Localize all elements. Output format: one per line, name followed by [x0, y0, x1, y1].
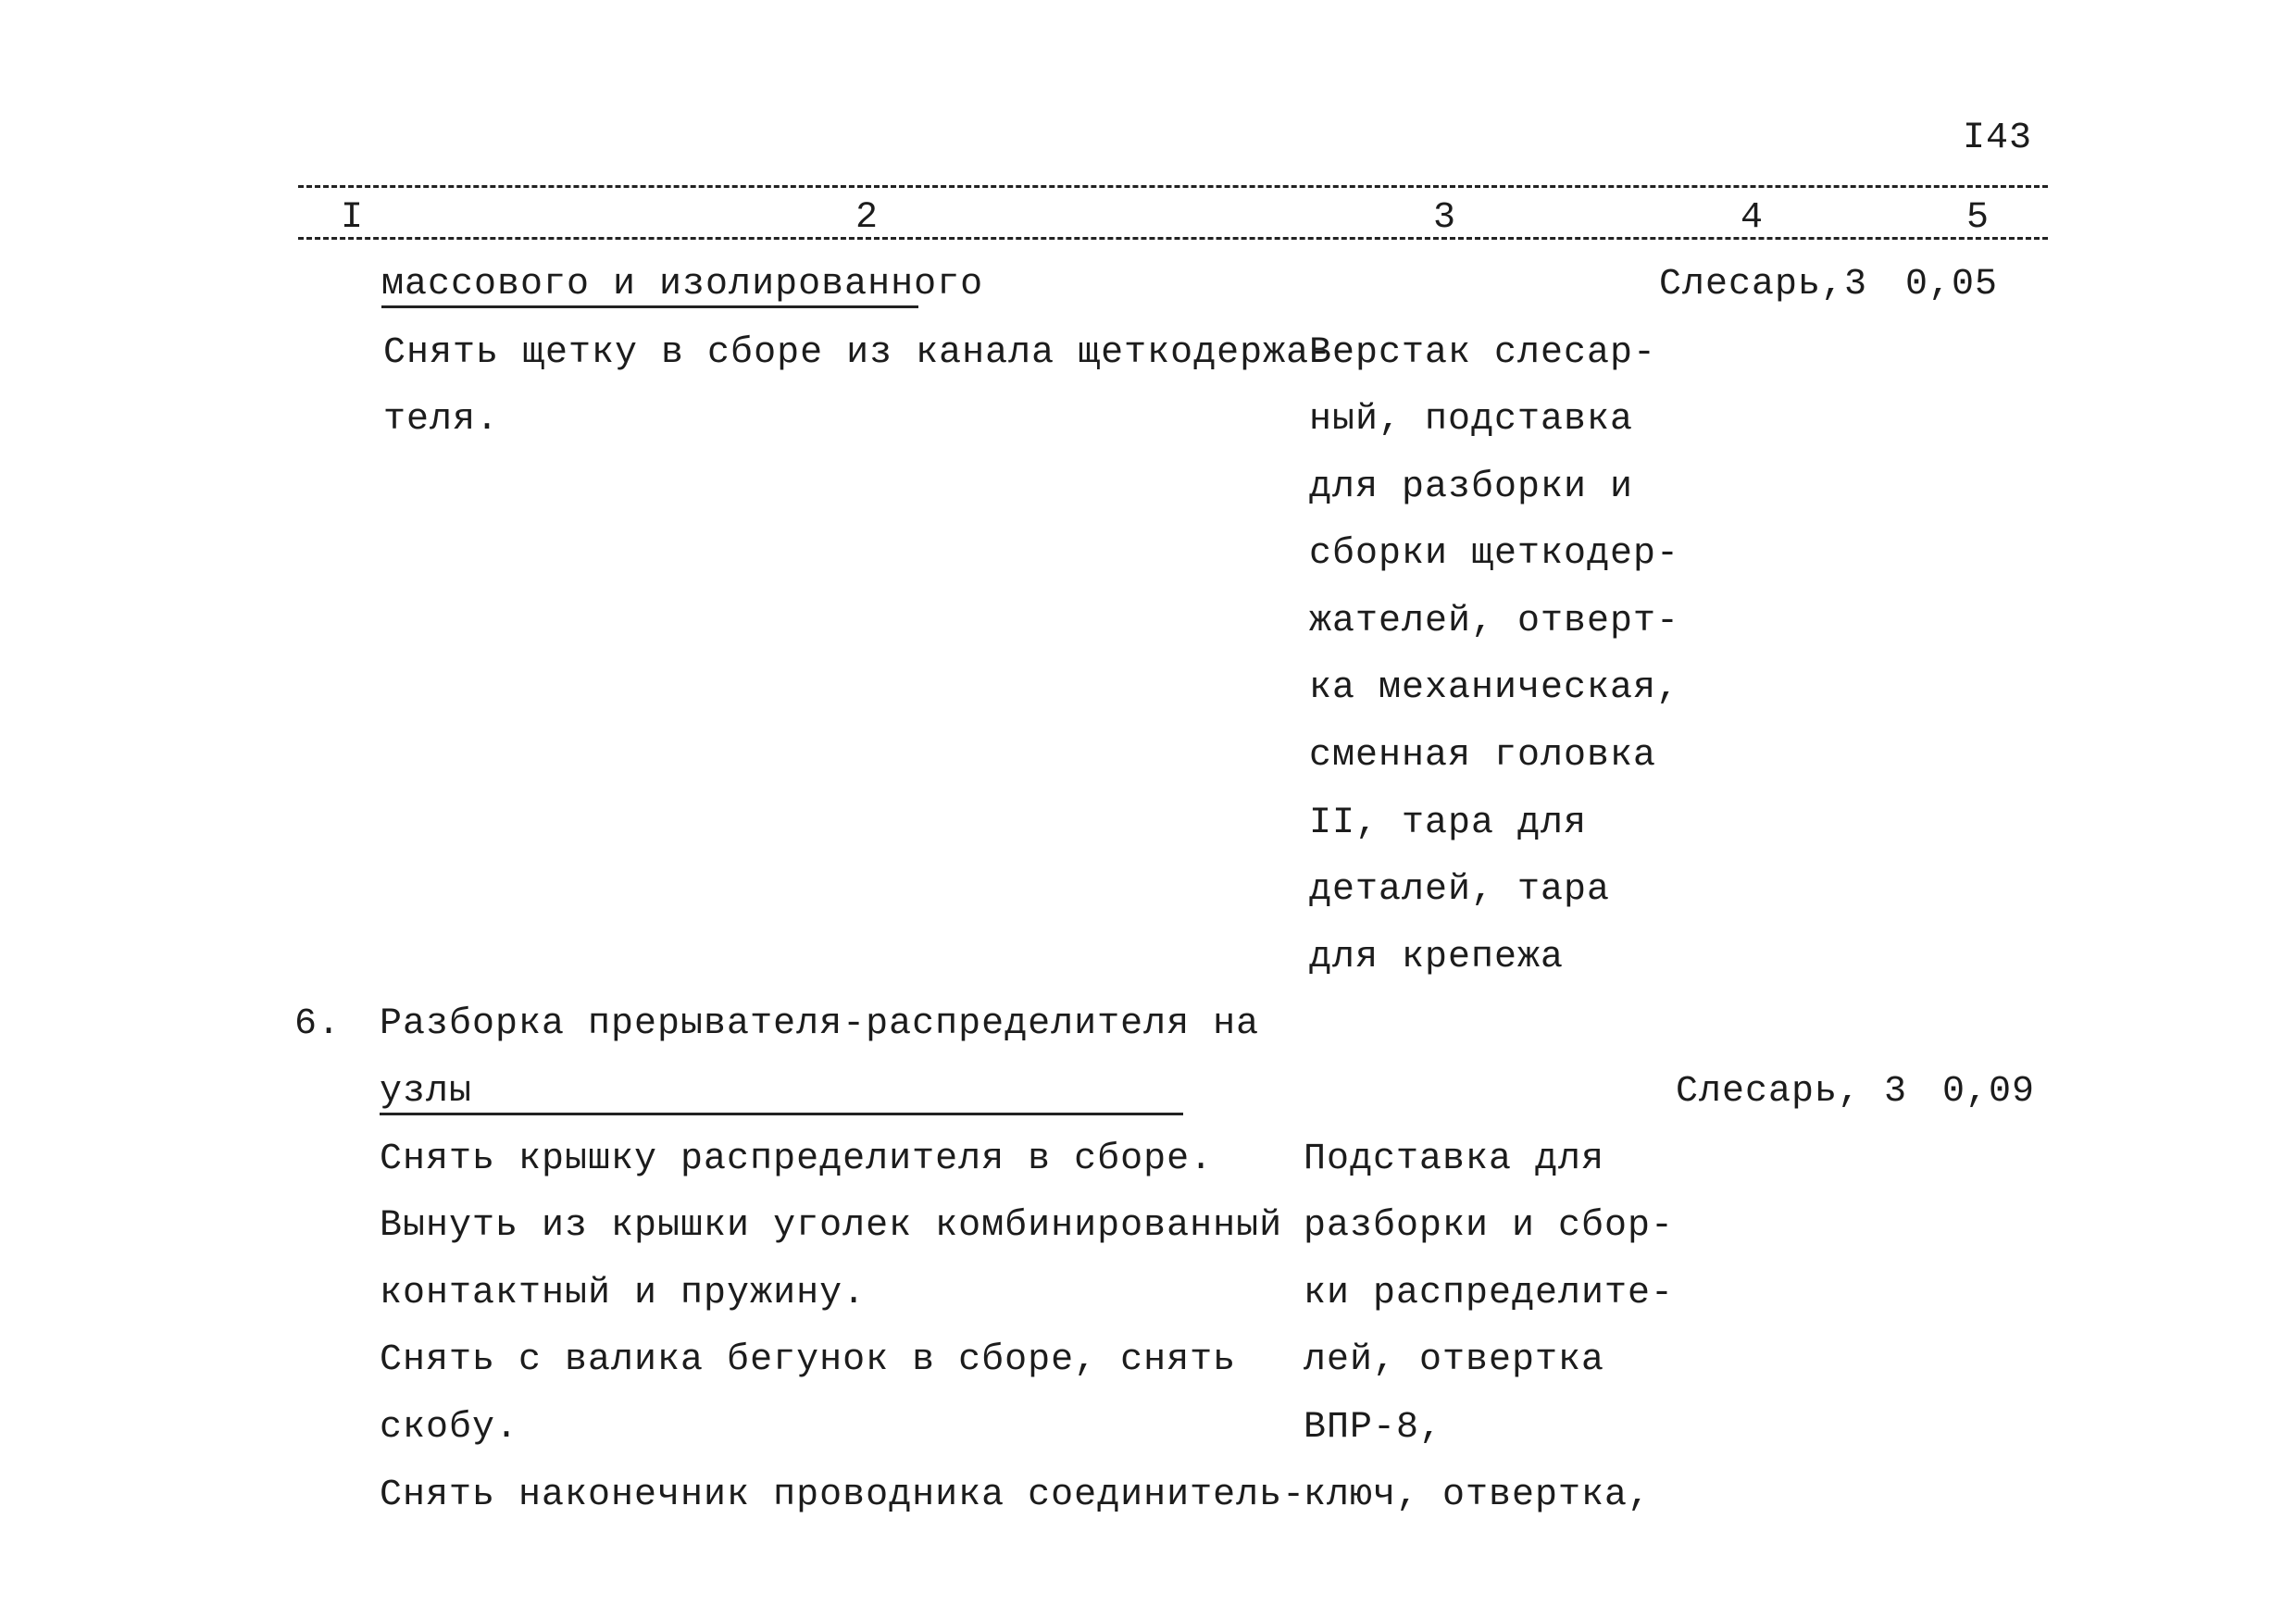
- header-rule-bottom: [298, 237, 2048, 240]
- page-number: I43: [1963, 118, 2033, 159]
- operation-text-line: Вынуть из крышки уголек комбинированный: [380, 1205, 1283, 1247]
- operation-text-line: Снять щетку в сборе из канала щеткодержа-: [383, 332, 1333, 374]
- operation-text-line: скобу.: [380, 1407, 519, 1449]
- operation-text-line: Снять с валика бегунок в сборе, снять: [380, 1339, 1237, 1381]
- equipment-text-line: Подставка для: [1304, 1139, 1605, 1180]
- column-header-3: 3: [1433, 197, 1456, 239]
- section-title-underline: [381, 305, 918, 308]
- operation-text-line: контактный и пружину.: [380, 1273, 867, 1314]
- equipment-text-line: жателей, отверт-: [1309, 601, 1680, 642]
- operation-text-line: Снять крышку распределителя в сборе.: [380, 1139, 1214, 1180]
- equipment-text-line: для крепежа: [1309, 937, 1565, 978]
- equipment-text-line: Верстак слесар-: [1309, 332, 1657, 374]
- time-norm: 0,09: [1942, 1071, 2036, 1113]
- equipment-text-line: лей, отвертка: [1304, 1339, 1605, 1381]
- equipment-text-line: для разборки и: [1309, 467, 1634, 508]
- equipment-text-line: сборки щеткодер-: [1309, 533, 1680, 575]
- equipment-text-line: ки распределите-: [1304, 1273, 1675, 1314]
- column-header-4: 4: [1741, 197, 1764, 239]
- equipment-text-line: разборки и сбор-: [1304, 1205, 1675, 1247]
- equipment-text-line: ВПР-8,: [1304, 1407, 1443, 1449]
- equipment-text-line: ный, подставка: [1309, 399, 1634, 441]
- worker-category: Слесарь,3: [1659, 264, 1868, 305]
- column-header-5: 5: [1966, 197, 1990, 239]
- equipment-text-line: деталей, тара: [1309, 869, 1611, 911]
- equipment-text-line: ключ, отвертка,: [1304, 1475, 1652, 1516]
- column-header-1: I: [341, 197, 364, 239]
- equipment-text-line: сменная головка: [1309, 735, 1657, 777]
- equipment-text-line: ка механическая,: [1309, 667, 1680, 709]
- section-title-continued: массового и изолированного: [381, 264, 984, 305]
- equipment-text-line: II, тара для: [1309, 803, 1588, 844]
- operation-text-line: Снять наконечник проводника соединитель-: [380, 1475, 1306, 1516]
- worker-category: Слесарь, 3: [1676, 1071, 1908, 1113]
- section-title: узлы: [380, 1071, 473, 1113]
- operation-text-line: теля.: [383, 399, 500, 441]
- section-number: 6.: [294, 1003, 342, 1045]
- column-header-2: 2: [855, 197, 879, 239]
- section-title-underline: [380, 1113, 1183, 1115]
- section-title: Разборка прерывателя-распределителя на: [380, 1003, 1260, 1045]
- time-norm: 0,05: [1905, 264, 1999, 305]
- header-rule-top: [298, 185, 2048, 188]
